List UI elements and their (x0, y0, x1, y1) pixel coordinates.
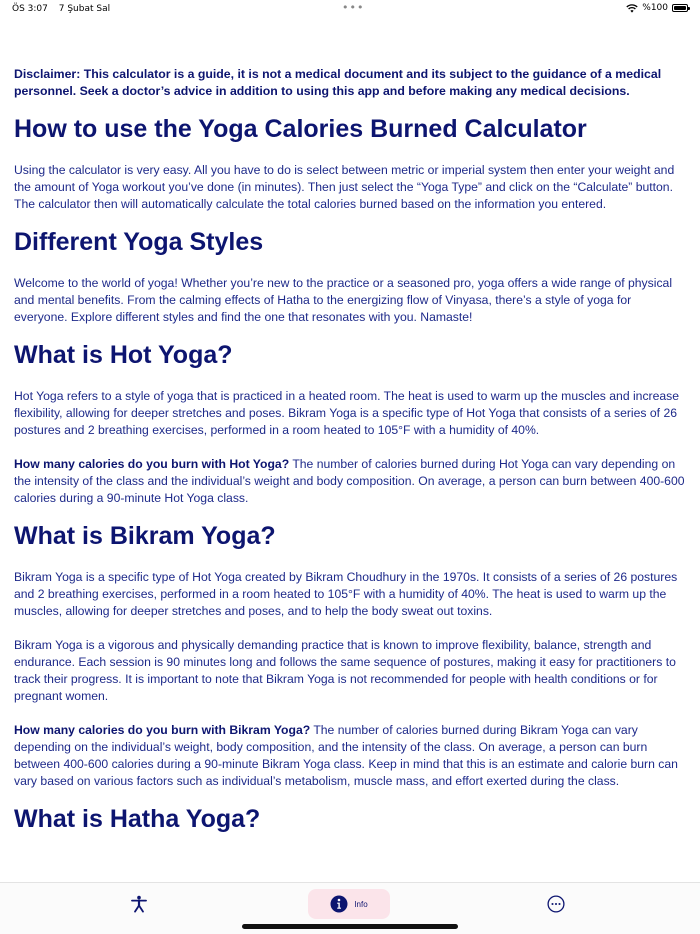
tab-calculator[interactable] (124, 889, 154, 919)
info-content[interactable] (14, 66, 686, 882)
heading-yoga-styles: Different Yoga Styles (14, 228, 264, 256)
heading-how-to-use: How to use the Yoga Calories Burned Calculator (14, 115, 587, 143)
status-time: ÖS 3:07 (12, 4, 48, 14)
paragraph-bikram-yoga-calories (14, 722, 686, 790)
bikram-yoga-calories-answer: The number of calories burned during Bikram Yoga can vary depending on the individual’s weight, body composition, and the intensity of the class. On average, a person can burn between 400-600 calories during a 90-minute Bikram Yoga class. Keep in mind that this is an estimate and calorie burn can vary based on various factors such as individual’s metabolism, muscle mass, and effort exerted during the class. (14, 723, 678, 788)
battery-icon (672, 4, 688, 12)
status-time-date (12, 4, 118, 14)
paragraph-hot-yoga-calories (14, 456, 686, 507)
home-indicator[interactable] (242, 924, 458, 929)
heading-bikram-yoga: What is Bikram Yoga? (14, 522, 276, 550)
disclaimer: Disclaimer: This calculator is a guide, it is not a medical document and its subject to the guidance of a medical personnel. Seek a doctor’s advice in addition to using this app and before making any medical decisions. (14, 67, 662, 98)
heading-hot-yoga: What is Hot Yoga? (14, 341, 233, 369)
paragraph-bikram-yoga-2: Bikram Yoga is a vigorous and physically demanding practice that is known to improve flexibility, balance, strength and endurance. Each session is 90 minutes long and follows the same sequence of postures, making it easy for practitioners to track their progress. It is important to note that Bikram Yoga is not recommended for people with health conditions or for pregnant women. (14, 638, 676, 703)
tab-info[interactable] (308, 889, 390, 919)
more-circle-icon (547, 895, 565, 913)
bikram-yoga-calories-question: How many calories do you burn with Bikram Yoga? (14, 723, 311, 737)
paragraph-yoga-styles: Welcome to the world of yoga! Whether you’re new to the practice or a seasoned pro, yoga offers a wide range of physical and mental benefits. From the calming effects of Hatha to the energizing flow of Vinyasa, there’s a style of yoga for everyone. Explore different styles and find the one that resonates with you. Namaste! (14, 276, 673, 324)
heading-hatha-yoga: What is Hatha Yoga? (14, 805, 261, 833)
battery-percent: %100 (642, 3, 668, 13)
multitasking-dots[interactable]: ••• (342, 1, 365, 14)
tab-info-label: Info (354, 899, 368, 909)
hot-yoga-calories-answer: The number of calories burned during Hot Yoga can vary depending on the intensity of the class and the individual’s weight and body composition. On average, a person can burn between 400-600 calories during a 90-minute Hot Yoga class. (14, 457, 685, 505)
status-bar (0, 0, 700, 18)
wifi-icon (626, 4, 638, 13)
paragraph-how-to-use: Using the calculator is very easy. All you have to do is select between metric or imperial system then enter your weight and the amount of Yoga workout you’ve done (in minutes). Then just select the “Yoga Type” and click on the “Calculate” button. The calculator then will automatically calculate the total calories burned based on the information you entered. (14, 163, 675, 211)
tab-more[interactable] (541, 889, 571, 919)
person-stretching-icon (130, 895, 148, 913)
hot-yoga-calories-question: How many calories do you burn with Hot Yoga? (14, 457, 290, 471)
info-circle-icon (330, 895, 348, 913)
paragraph-bikram-yoga-1: Bikram Yoga is a specific type of Hot Yoga created by Bikram Choudhury in the 1970s. It consists of a series of 26 postures and 2 breathing exercises, performed in a room heated to 105°F with a humidity of 40%. The heat is used to warm up the muscles, allowing for deeper stretches and poses, and to help the body sweat out toxins. (14, 570, 678, 618)
paragraph-hot-yoga: Hot Yoga refers to a style of yoga that is practiced in a heated room. The heat is used to warm up the muscles and increase flexibility, allowing for deeper stretches and poses. Bikram Yoga is a specific type of Hot Yoga that consists of a series of 26 postures and 2 breathing exercises, performed in a room heated to 105°F with a humidity of 40%. (14, 389, 680, 437)
status-right (626, 3, 688, 13)
status-date: 7 Şubat Sal (58, 4, 111, 14)
